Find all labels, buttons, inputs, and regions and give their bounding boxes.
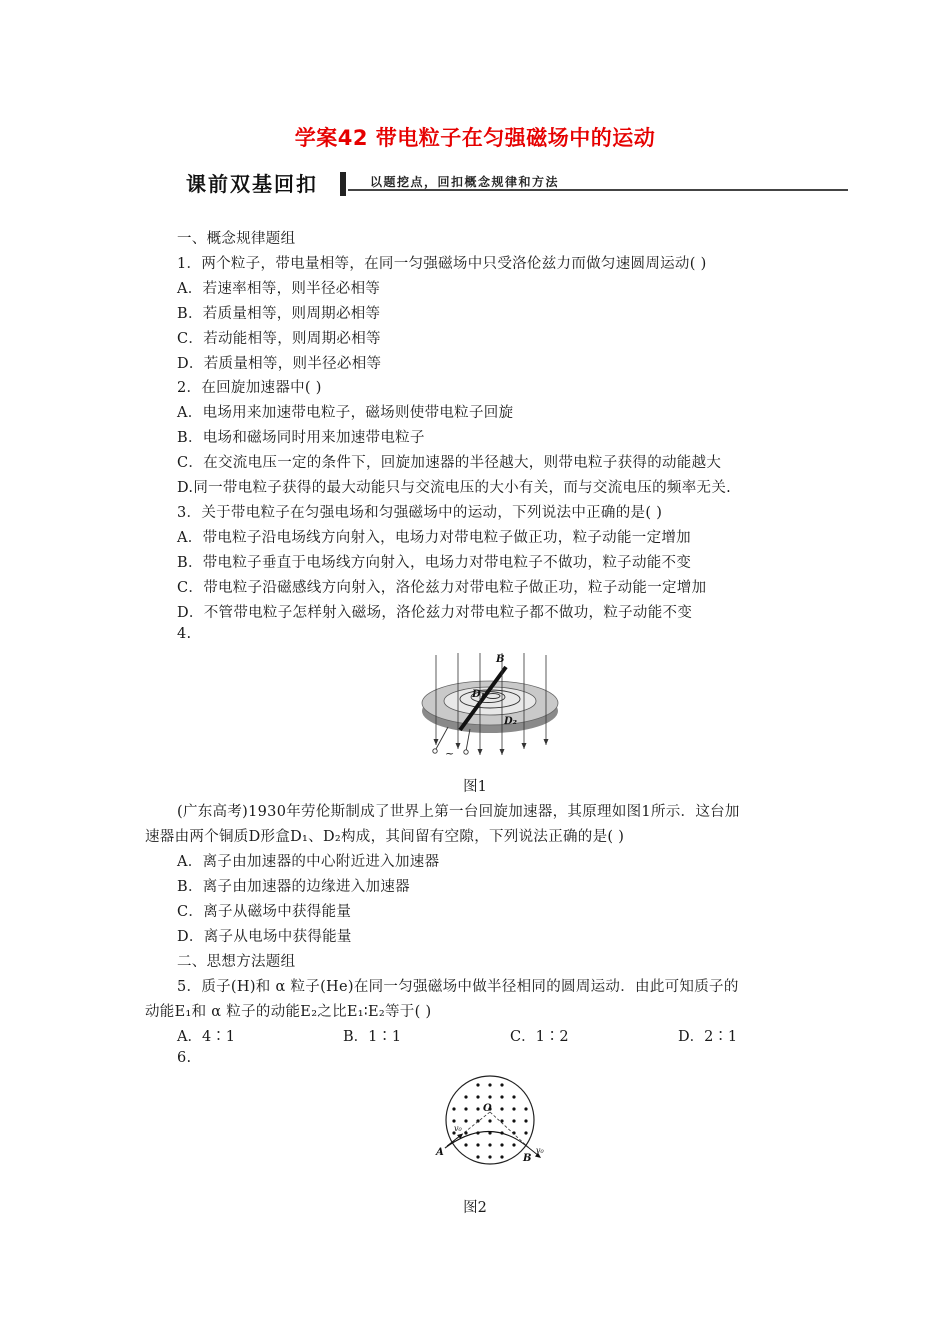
field-dot <box>452 1119 455 1122</box>
q5-option-c: C．1∶2 <box>510 1029 569 1045</box>
figure-1-cyclotron <box>400 645 580 760</box>
figure-2-label-v0-right: v₀ <box>536 1146 544 1155</box>
field-dot <box>452 1107 455 1110</box>
field-dot <box>488 1155 491 1158</box>
field-dot <box>488 1143 491 1146</box>
q2-option-b: B．电场和磁场同时用来加速带电粒子 <box>177 430 425 446</box>
section-heading-2: 二、思想方法题组 <box>177 954 296 970</box>
field-dot <box>488 1083 491 1086</box>
question-4-text-line-2: 速器由两个铜质D形盒D₁、D₂构成，其间留有空隙，下列说法正确的是( ) <box>145 829 625 845</box>
field-dot <box>500 1143 503 1146</box>
banner-heading: 课前双基回扣 <box>186 172 318 196</box>
figure-2-label-a: A <box>436 1147 444 1158</box>
figure-1-label-ac: ~ <box>445 747 455 760</box>
q4-option-b: B．离子由加速器的边缘进入加速器 <box>177 879 410 895</box>
question-4-text-line-1: (广东高考)1930年劳伦斯制成了世界上第一台回旋加速器，其原理如图1所示．这台加 <box>177 804 740 820</box>
question-6-number: 6. <box>177 1050 192 1066</box>
q2-option-c: C．在交流电压一定的条件下，回旋加速器的半径越大，则带电粒子获得的动能越大 <box>177 455 722 471</box>
section-banner <box>178 170 848 200</box>
field-dot <box>464 1107 467 1110</box>
field-dot <box>500 1083 503 1086</box>
field-dot <box>464 1119 467 1122</box>
field-dot <box>476 1083 479 1086</box>
q3-option-c: C．带电粒子沿磁感线方向射入，洛伦兹力对带电粒子做正功，粒子动能一定增加 <box>177 580 707 596</box>
field-dot <box>524 1119 527 1122</box>
field-dot <box>524 1131 527 1134</box>
q3-option-d: D．不管带电粒子怎样射入磁场，洛伦兹力对带电粒子都不做功，粒子动能不变 <box>177 605 693 621</box>
q5-option-a: A．4∶1 <box>177 1029 235 1045</box>
question-2: 2．在回旋加速器中( ) <box>177 380 322 396</box>
field-dot <box>464 1095 467 1098</box>
field-dot <box>512 1119 515 1122</box>
q1-option-d: D．若质量相等，则半径必相等 <box>177 356 382 372</box>
question-1: 1．两个粒子，带电量相等，在同一匀强磁场中只受洛伦兹力而做匀速圆周运动( ) <box>177 256 707 272</box>
field-dot <box>488 1119 491 1122</box>
q1-option-a: A．若速率相等，则半径必相等 <box>177 281 381 297</box>
field-dot <box>476 1095 479 1098</box>
q3-option-a: A．带电粒子沿电场线方向射入，电场力对带电粒子做正功，粒子动能一定增加 <box>177 530 691 546</box>
q4-option-d: D．离子从电场中获得能量 <box>177 929 352 945</box>
q5-option-d: D．2∶1 <box>678 1029 738 1045</box>
field-dot <box>488 1095 491 1098</box>
figure-1-caption: 图1 <box>463 779 487 795</box>
banner-divider <box>340 172 346 196</box>
q1-option-c: C．若动能相等，则周期必相等 <box>177 331 381 347</box>
section-heading-1: 一、概念规律题组 <box>177 231 296 247</box>
q4-option-a: A．离子由加速器的中心附近进入加速器 <box>177 854 440 870</box>
figure-2-magnetic-field <box>425 1075 555 1170</box>
page-title: 学案42 带电粒子在匀强磁场中的运动 <box>294 126 656 150</box>
q1-option-b: B．若质量相等，则周期必相等 <box>177 306 381 322</box>
question-3: 3．关于带电粒子在匀强电场和匀强磁场中的运动，下列说法中正确的是( ) <box>177 505 663 521</box>
field-dot <box>476 1155 479 1158</box>
banner-rule <box>348 189 848 191</box>
q2-option-d: D.同一带电粒子获得的最大动能只与交流电压的大小有关，而与交流电压的频率无关. <box>177 480 732 496</box>
q5-option-b: B．1∶1 <box>343 1029 402 1045</box>
figure-1-label-b: B <box>496 654 505 665</box>
figure-1-label-d1: D₁ <box>472 689 486 700</box>
q3-option-b: B．带电粒子垂直于电场线方向射入，电场力对带电粒子不做功，粒子动能不变 <box>177 555 692 571</box>
field-dot <box>500 1095 503 1098</box>
q4-option-c: C．离子从磁场中获得能量 <box>177 904 352 920</box>
field-dot <box>500 1155 503 1158</box>
question-5-text-line-1: 5．质子(H)和 α 粒子(He)在同一匀强磁场中做半径相同的圆周运动．由此可知质子的 <box>177 979 739 995</box>
field-dot <box>476 1143 479 1146</box>
field-dot <box>512 1107 515 1110</box>
question-5-text-line-2: 动能E₁和 α 粒子的动能E₂之比E₁∶E₂等于( ) <box>145 1004 432 1020</box>
question-4-number: 4. <box>177 626 192 642</box>
figure-2-caption: 图2 <box>463 1200 487 1216</box>
field-dot <box>524 1107 527 1110</box>
field-dot <box>500 1119 503 1122</box>
field-dot <box>464 1143 467 1146</box>
field-dot <box>476 1107 479 1110</box>
figure-2-label-v0-left: v₀ <box>454 1124 462 1133</box>
q2-option-a: A．电场用来加速带电粒子，磁场则使带电粒子回旋 <box>177 405 514 421</box>
banner-subheading: 以题挖点，回扣概念规律和方法 <box>370 175 560 189</box>
field-dot <box>500 1107 503 1110</box>
field-dot <box>512 1095 515 1098</box>
field-dot <box>512 1143 515 1146</box>
figure-2-label-b: B <box>523 1153 532 1164</box>
figure-2-label-o: O <box>483 1103 492 1114</box>
figure-1-label-d2: D₂ <box>504 716 518 727</box>
